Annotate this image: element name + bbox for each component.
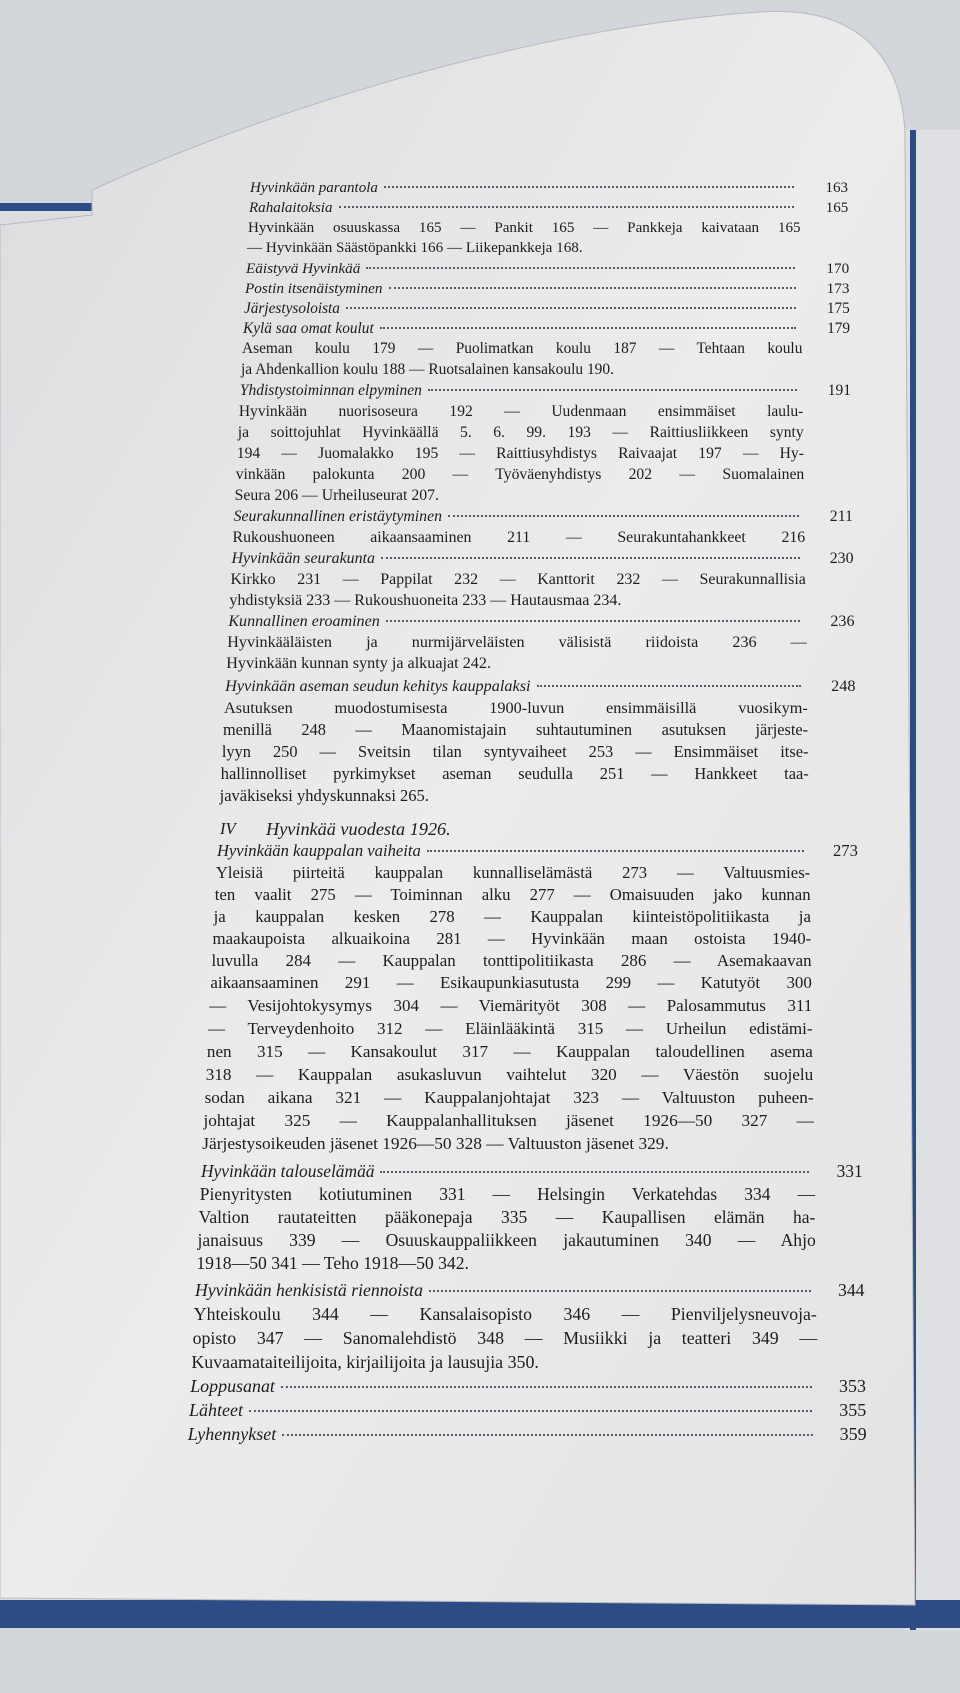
entry-title: 318 — Kauppalan asukasluvun vaihtelut 320 — Väestön suojelu [205,1065,814,1084]
entry-title: — Hyvinkään Säästöpankki 166 — Liikepankkeja 168. [247,240,583,256]
toc-text-line [193,1328,818,1349]
toc-entry [195,1280,865,1300]
page-number: 170 [826,260,850,277]
entry-title: Rukoushuoneen aikaansaaminen 211 — Seurakuntahankkeet 216 [232,529,806,546]
entry-title: Lyhennykset [187,1424,277,1444]
entry-title: Hyvinkään kunnan synty ja alkuajat 242. [226,655,491,672]
toc-text-line [222,743,809,762]
toc-entry [187,1424,867,1445]
entry-title: sodan aikana 321 — Kauppalanjohtajat 323 — Valtuuston puheen- [204,1088,814,1107]
entry-title: aikaansaaminen 291 — Esikaupunkiasutusta 299 — Katutyöt 300 [210,973,812,992]
toc-text-line [237,445,804,463]
toc-entry [231,550,854,568]
dot-leader [249,1410,812,1412]
dot-leader [384,186,794,188]
page-number: 163 [825,180,848,196]
entry-title: Kirkko 231 — Pappilat 232 — Kanttorit 232 — Seurakunnallisia [230,571,806,588]
entry-title: Yhdistystoiminnan elpyminen [239,382,422,399]
toc-text-line [208,1019,813,1039]
entry-title: Kuvaamataiteilijoita, kirjailijoita ja lausujia 350. [191,1352,539,1372]
dot-leader [386,620,801,622]
entry-title: ja soittojuhlat Hyvinkäällä 5. 6. 99. 193 — Raittiusliikkeen synty [237,424,804,441]
toc-text-line [213,929,812,948]
entry-title: Hyvinkääläisten ja nurmijärveläisten välisistä riidoista 236 — [227,634,807,651]
dot-leader [389,287,796,289]
dot-leader [448,515,799,517]
entry-title: Kunnallinen eroaminen [228,613,380,630]
toc-entry [190,1376,866,1397]
entry-title: nen 315 — Kansakoulut 317 — Kauppalan taloudellinen asema [206,1042,813,1061]
entry-title: Asutuksen muodostumisesta 1900-luvun ensimmäisillä vuosikym- [224,699,808,717]
toc-text-line [223,721,808,740]
part-number: IV [220,819,236,838]
entry-title: — Vesijohtokysymys 304 — Viemärityöt 308 — Palosammutus 311 [209,996,813,1015]
page-number: 359 [839,1424,867,1444]
toc-text-line [205,1088,814,1108]
page-number: 175 [826,300,850,317]
entry-title: Seura 206 — Urheiluseurat 207. [234,487,439,504]
toc-text-line [241,361,803,379]
entry-title: Seurakunnallinen eristäytyminen [233,508,442,525]
entry-title: Loppusanat [190,1376,275,1396]
entry-title: Postin itsenäistyminen [245,280,383,297]
toc-text-line [220,787,809,806]
entry-title: — Terveydenhoito 312 — Eläinlääkintä 315 — Urheilun edistämi- [208,1019,813,1038]
toc-text-line [242,340,802,358]
entry-title: Hyvinkään seurakunta [231,550,375,567]
toc-text-line [196,1253,816,1273]
dot-leader [427,850,804,852]
entry-title: ten vaalit 275 — Toiminnan alku 277 — Omaisuuden jako kunnan [214,885,811,904]
entry-title: Järjestysoloista [244,300,340,317]
entry-title: menillä 248 — Maanomistajain suhtautuminen asutuksen järjeste- [222,720,809,739]
entry-title: hallinnolliset pyrkimykset aseman seudulla 251 — Hankkeet taa- [220,764,809,783]
toc-text-line [238,424,804,442]
toc-entry [200,1161,863,1181]
page-number: 344 [837,1280,865,1300]
toc-text-line [224,699,808,718]
entry-title: Lähteet [189,1400,243,1420]
toc-text-line [198,1230,816,1250]
dot-leader [429,1290,811,1292]
entry-title: Yhteiskoulu 344 — Kansalaisopisto 346 — Pienviljelysneuvoja- [193,1304,817,1324]
entry-title: Yleisiä piirteitä kauppalan kunnalliselämästä 273 — Valtuusmies- [215,863,811,882]
entry-title: Hyvinkään talouselämää [200,1161,375,1181]
dot-leader [537,685,802,687]
entry-title: vinkään palokunta 200 — Työväenyhdistys 202 — Suomalainen [235,466,805,483]
entry-title: johtajat 325 — Kauppalanhallituksen jäsenet 1926—50 327 — [203,1111,814,1130]
toc-text-line [202,1134,814,1154]
page-number: 248 [831,677,856,695]
entry-title: Hyvinkään aseman seudun kehitys kauppalaksi [225,677,531,695]
entry-title: janaisuus 339 — Osuuskauppaliikkeen jakautuminen 340 — Ahjo [197,1230,816,1250]
page-number: 173 [826,280,850,297]
toc-text-line [211,951,811,970]
entry-title: Järjestysoikeuden jäsenet 1926—50 328 — Valtuuston jäsenet 329. [202,1134,669,1153]
toc-entry [245,280,850,298]
entry-title: Hyvinkään kauppalan vaiheita [216,841,421,860]
toc-text-line [194,1304,817,1324]
page-number: 355 [839,1400,867,1420]
page-number: 236 [830,613,855,630]
entry-title: Kylä saa omat koulut [243,320,374,337]
toc-text-line [191,1352,817,1373]
page-number: 191 [827,382,852,399]
dot-leader [282,1434,812,1436]
entry-title: Hyvinkään parantola [250,180,378,196]
toc-text-line [236,466,805,484]
toc-text-line [235,487,805,505]
toc-text-line [209,996,812,1016]
page-number: 165 [825,200,849,216]
dot-leader [366,267,795,269]
entry-title: Pienyritysten kotiutuminen 331 — Helsingin Verkatehdas 334 — [199,1184,816,1204]
entry-title: Hyvinkää vuodesta 1926. [266,819,451,839]
toc-text-line [247,240,801,257]
entry-title: 1918—50 341 — Teho 1918—50 342. [196,1253,469,1273]
dot-leader [346,307,796,309]
toc-entry [250,180,848,197]
entry-title: Aseman koulu 179 — Puolimatkan koulu 187 — Tehtaan koulu [242,340,803,357]
entry-title: Hyvinkään henkisistä riennoista [195,1280,423,1300]
toc-text-line [199,1207,816,1227]
entry-title: yhdistyksiä 233 — Rukoushuoneita 233 — Hautausmaa 234. [229,592,622,609]
toc-entry [244,300,850,318]
entry-title: ja Ahdenkallion koulu 188 — Ruotsalainen kansakoulu 190. [240,361,614,378]
page-number: 273 [832,841,858,860]
dot-leader [381,557,800,559]
dot-leader [380,327,796,329]
dot-leader [428,389,797,391]
dot-leader [339,206,795,208]
toc-text-line [229,592,806,610]
page-number: 331 [836,1161,863,1181]
toc-part-heading [220,819,810,840]
toc-text-line [230,571,805,589]
page-number: 230 [829,550,854,567]
page-number: 211 [829,508,853,525]
toc-text-line [200,1184,815,1204]
toc-text-line [233,529,806,547]
toc-text-line [206,1065,814,1085]
toc-entry [239,382,852,400]
entry-title: lyyn 250 — Sveitsin tilan syntyvaiheet 253 — Ensimmäiset itse- [221,742,809,761]
toc-text-line [221,765,809,784]
toc-entry [233,508,853,526]
entry-title: luvulla 284 — Kauppalan tonttipolitiikasta 286 — Asemakaavan [211,951,812,970]
toc-text-line [216,863,810,882]
toc-text-line [214,907,811,926]
entry-title: opisto 347 — Sanomalehdistö 348 — Musiikki ja teatteri 349 — [192,1328,818,1348]
toc-entry [249,200,849,217]
toc-text-line [215,885,811,904]
toc-text-line [207,1042,813,1062]
toc-text-line [210,973,812,992]
toc-entry [189,1400,867,1421]
toc-entry [216,841,858,860]
entry-title: Hyvinkään osuuskassa 165 — Pankit 165 — Pankkeja kaivataan 165 [248,220,801,236]
toc-text-line [248,220,801,237]
toc-entry [228,613,855,631]
entry-title: 194 — Juomalakko 195 — Raittiusyhdistys Raivaajat 197 — Hy- [236,445,804,462]
toc-text-line [226,655,807,674]
entry-title: Valtion rautateitten pääkonepaja 335 — Kaupallisen elämän ha- [198,1207,816,1227]
entry-title: Rahalaitoksia [249,200,333,216]
entry-title: maakaupoista alkuaikoina 281 — Hyvinkään maan ostoista 1940- [212,929,812,948]
dot-leader [380,1171,808,1173]
entry-title: Hyvinkään nuorisoseura 192 — Uudenmaan ensimmäiset laulu- [238,403,804,420]
dot-leader [281,1386,812,1388]
toc-text-line [227,634,807,653]
entry-title: javäkiseksi yhdyskunnaksi 265. [219,786,429,805]
toc-entry [225,677,856,696]
toc-entry [246,260,850,277]
toc-entry [243,320,851,338]
toc-text-line [203,1111,814,1131]
page-number: 179 [827,320,851,337]
entry-title: ja kauppalan kesken 278 — Kauppalan kiinteistöpolitiikasta ja [213,907,811,926]
entry-title: Eäistyvä Hyvinkää [246,260,361,277]
toc-text-line [239,403,803,421]
page-number: 353 [839,1376,866,1396]
